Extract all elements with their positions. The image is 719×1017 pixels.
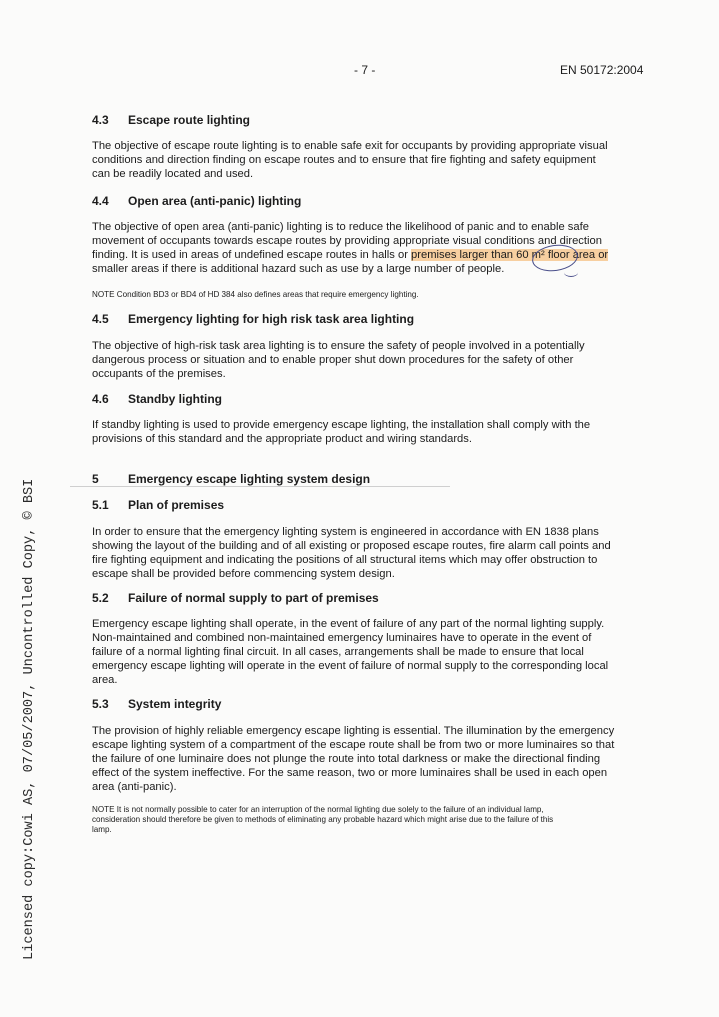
- page-number: - 7 -: [354, 63, 376, 77]
- paragraph-5-1: In order to ensure that the emergency lighting system is engineered in accordance with EN 1838 plans showing the layout of the building and of all existing or proposed escape routes, fire alarm call points and fire fighting equipment and indicating the positions of all structural items which may offer obstruction to escape shall be provided before commencing system design.: [92, 526, 611, 580]
- scan-line: [70, 486, 450, 487]
- note-4-4: NOTE Condition BD3 or BD4 of HD 384 also defines areas that require emergency lighting.: [92, 290, 419, 299]
- hand-drawn-circle-tail: [564, 268, 578, 277]
- heading-4-4: 4.4 Open area (anti-panic) lighting: [92, 194, 302, 208]
- heading-5-1: 5.1 Plan of premises: [92, 498, 225, 512]
- paragraph-4-5: The objective of high-risk task area lighting is to ensure the safety of people involved in a potentially dangerous process or situation and to enable proper shut down procedures for the safety of other occupants of the premises.: [92, 340, 585, 380]
- heading-5: 5 Emergency escape lighting system design: [92, 472, 371, 486]
- license-watermark: Licensed copy:Cowi AS, 07/05/2007, Uncontrolled Copy, © BSI: [22, 478, 37, 960]
- standard-reference: EN 50172:2004: [560, 63, 644, 77]
- heading-4-3: 4.3 Escape route lighting: [92, 113, 251, 127]
- paragraph-5-3: The provision of highly reliable emergency escape lighting is essential. The illumination by the emergency escape lighting system of a compartment of the escape route shall be from two or more luminaires so that the failure of one luminaire does not plunge the route into total darkness or make the directional finding effect of the system ineffective. For the same reason, two or more luminaires shall be used in each open area (anti-panic).: [92, 725, 615, 793]
- highlighted-text: premises larger than 60 m² floor area or: [411, 249, 609, 261]
- heading-4-5: 4.5 Emergency lighting for high risk task area lighting: [92, 312, 415, 326]
- paragraph-5-2: Emergency escape lighting shall operate, in the event of failure of any part of the normal lighting supply. Non-maintained and combined non-maintained emergency luminaires have to operate in the event of failure of a normal lighting final circuit. In all cases, arrangements shall be made to ensure that local emergency escape lighting will operate in the event of failure of normal supply to the corresponding local area.: [92, 618, 609, 686]
- paragraph-4-6: If standby lighting is used to provide emergency escape lighting, the installation shall comply with the provisions of this standard and the appropriate product and wiring standards.: [92, 419, 591, 445]
- heading-4-6: 4.6 Standby lighting: [92, 392, 222, 406]
- note-5-3: NOTE It is not normally possible to cater for an interruption of the normal lighting due solely to the failure of an individual lamp, consideration should therefore be given to methods of eliminating any probable hazard which might arise due to the failure of this lamp.: [92, 805, 554, 834]
- heading-5-3: 5.3 System integrity: [92, 697, 222, 711]
- heading-5-2: 5.2 Failure of normal supply to part of premises: [92, 591, 379, 605]
- paragraph-4-3: The objective of escape route lighting is to enable safe exit for occupants by providing appropriate visual conditions and direction finding on escape routes and to ensure that fire fighting and safety equipment can be readily located and used.: [92, 140, 608, 180]
- paragraph-4-4: The objective of open area (anti-panic) lighting is to reduce the likelihood of panic and to enable safe movement of occupants towards escape routes by providing appropriate visual conditions and direction finding. It is used in areas of undefined escape routes in halls or premises larger than 60 m² floor area or smaller areas if there is additional hazard such as use by a large number of people.: [92, 221, 609, 275]
